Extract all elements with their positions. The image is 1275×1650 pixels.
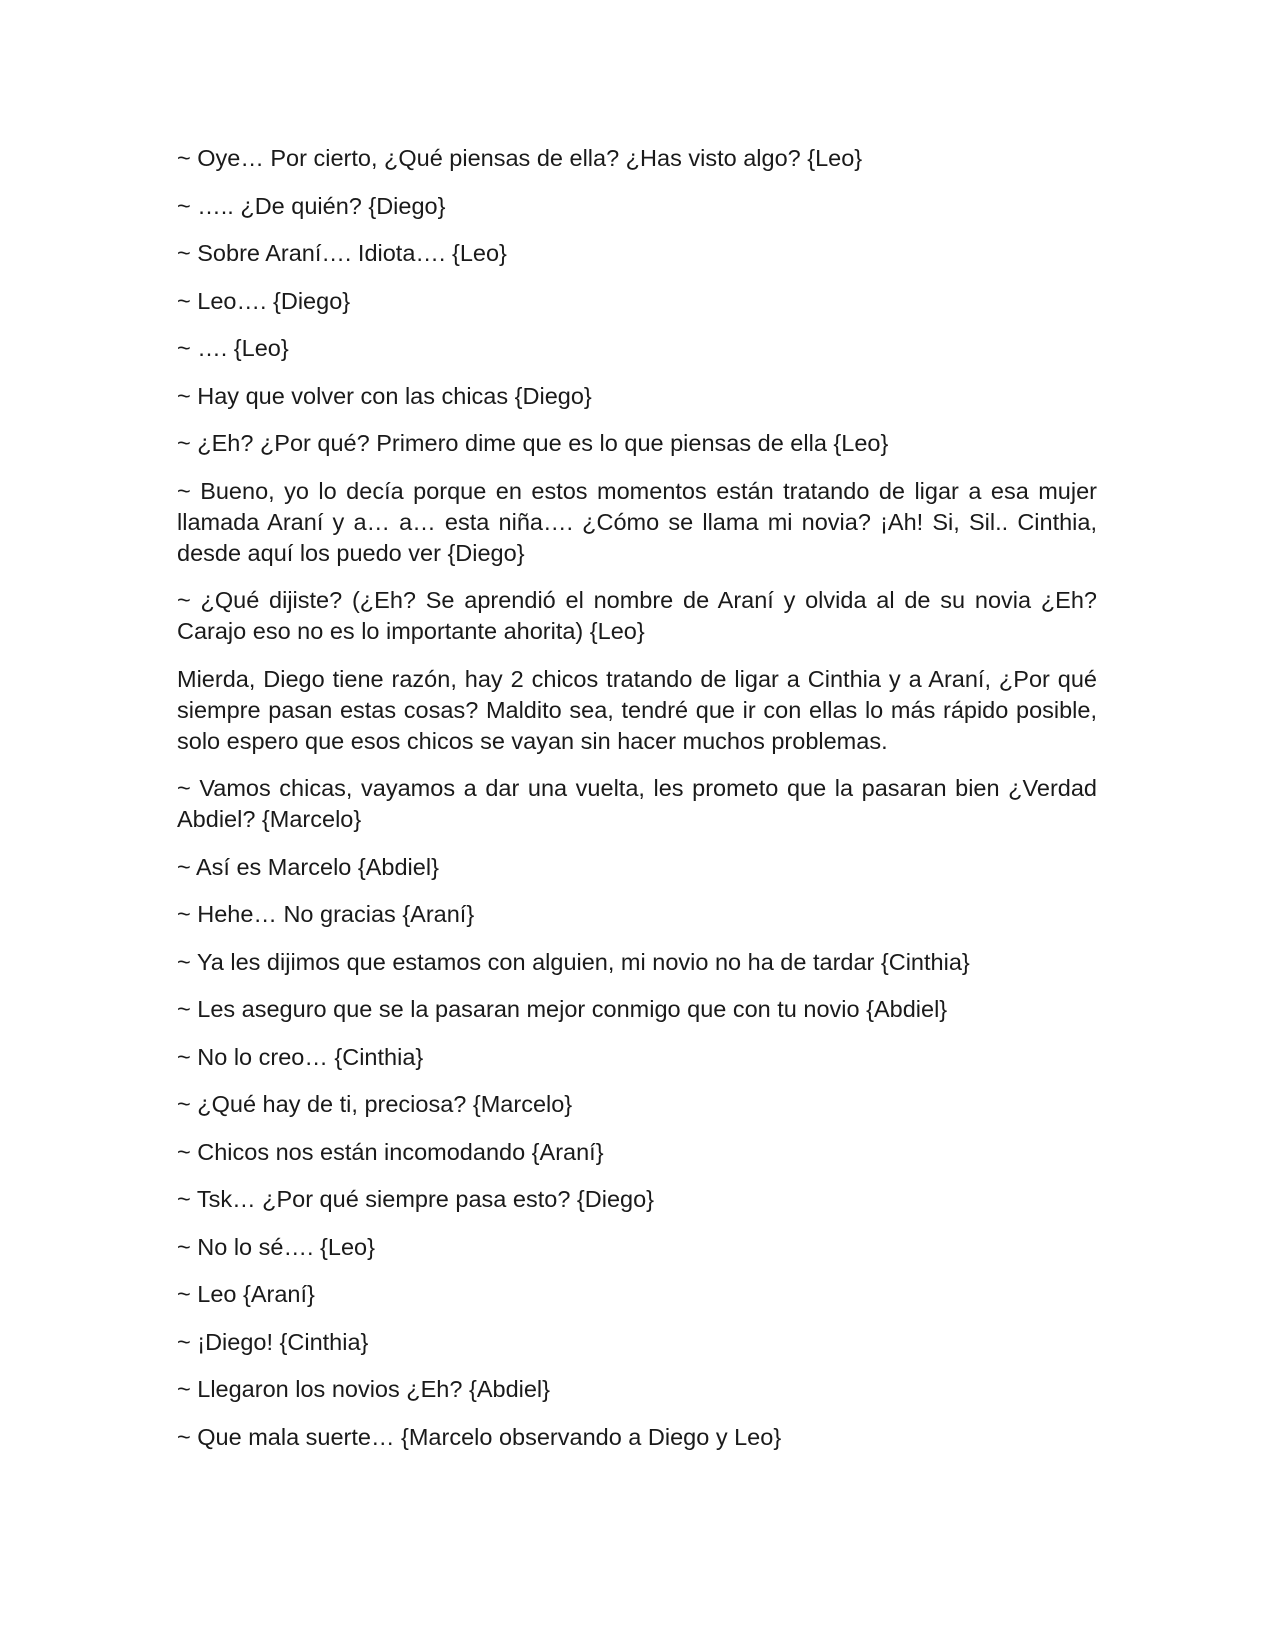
dialogue-line: ~ Les aseguro que se la pasaran mejor conmigo que con tu novio {Abdiel} [177, 996, 948, 1022]
dialogue-line: ~ Vamos chicas, vayamos a dar una vuelta, les prometo que la pasaran bien ¿Verdad Abdiel? {Marcelo} [177, 775, 1097, 832]
dialogue-line: ~ Bueno, yo lo decía porque en estos momentos están tratando de ligar a esa mujer llamada Araní y a… a… esta niña…. ¿Cómo se llama mi novia? ¡Ah! Si, Sil.. Cinthia, desde aquí los puedo ver {Diego} [177, 477, 1097, 566]
dialogue-line: ~ Chicos nos están incomodando {Araní} [177, 1138, 604, 1165]
dialogue-line: ~ Así es Marcelo {Abdiel} [177, 853, 439, 880]
dialogue-line: ~ ¿Eh? ¿Por qué? Primero dime que es lo que piensas de ella {Leo} [177, 430, 889, 456]
dialogue-line: ~ Que mala suerte… {Marcelo observando a Diego y Leo} [177, 1423, 782, 1450]
dialogue-line: ~ ¿Qué dijiste? (¿Eh? Se aprendió el nombre de Araní y olvida al de su novia ¿Eh? Carajo eso no es lo importante ahorita) {Leo} [177, 587, 1097, 644]
document-page [177, 143, 1097, 1469]
dialogue-line: ~ Hay que volver con las chicas {Diego} [177, 382, 592, 409]
dialogue-line: ~ No lo sé…. {Leo} [177, 1233, 375, 1260]
dialogue-line: ~ …. {Leo} [177, 335, 289, 361]
dialogue-line: ~ Llegaron los novios ¿Eh? {Abdiel} [177, 1376, 550, 1402]
narration-paragraph: Mierda, Diego tiene razón, hay 2 chicos tratando de ligar a Cinthia y a Araní, ¿Por qué siempre pasan estas cosas? Maldito sea, tendré que ir con ellas lo más rápido posible, solo espero que esos chicos se vayan sin hacer muchos problemas. [177, 665, 1097, 754]
dialogue-line: ~ Tsk… ¿Por qué siempre pasa esto? {Diego} [177, 1186, 655, 1212]
dialogue-line: ~ Oye… Por cierto, ¿Qué piensas de ella? ¿Has visto algo? {Leo} [177, 145, 863, 171]
dialogue-line: ~ Sobre Araní…. Idiota…. {Leo} [177, 240, 507, 266]
dialogue-line: ~ ….. ¿De quién? {Diego} [177, 192, 446, 219]
dialogue-line: ~ Leo…. {Diego} [177, 287, 351, 314]
dialogue-line: ~ Leo {Araní} [177, 1281, 315, 1307]
dialogue-line: ~ Ya les dijimos que estamos con alguien, mi novio no ha de tardar {Cinthia} [177, 948, 970, 975]
dialogue-line: ~ Hehe… No gracias {Araní} [177, 901, 475, 927]
dialogue-line: ~ No lo creo… {Cinthia} [177, 1043, 424, 1070]
dialogue-line: ~ ¡Diego! {Cinthia} [177, 1328, 369, 1355]
dialogue-line: ~ ¿Qué hay de ti, preciosa? {Marcelo} [177, 1091, 573, 1117]
